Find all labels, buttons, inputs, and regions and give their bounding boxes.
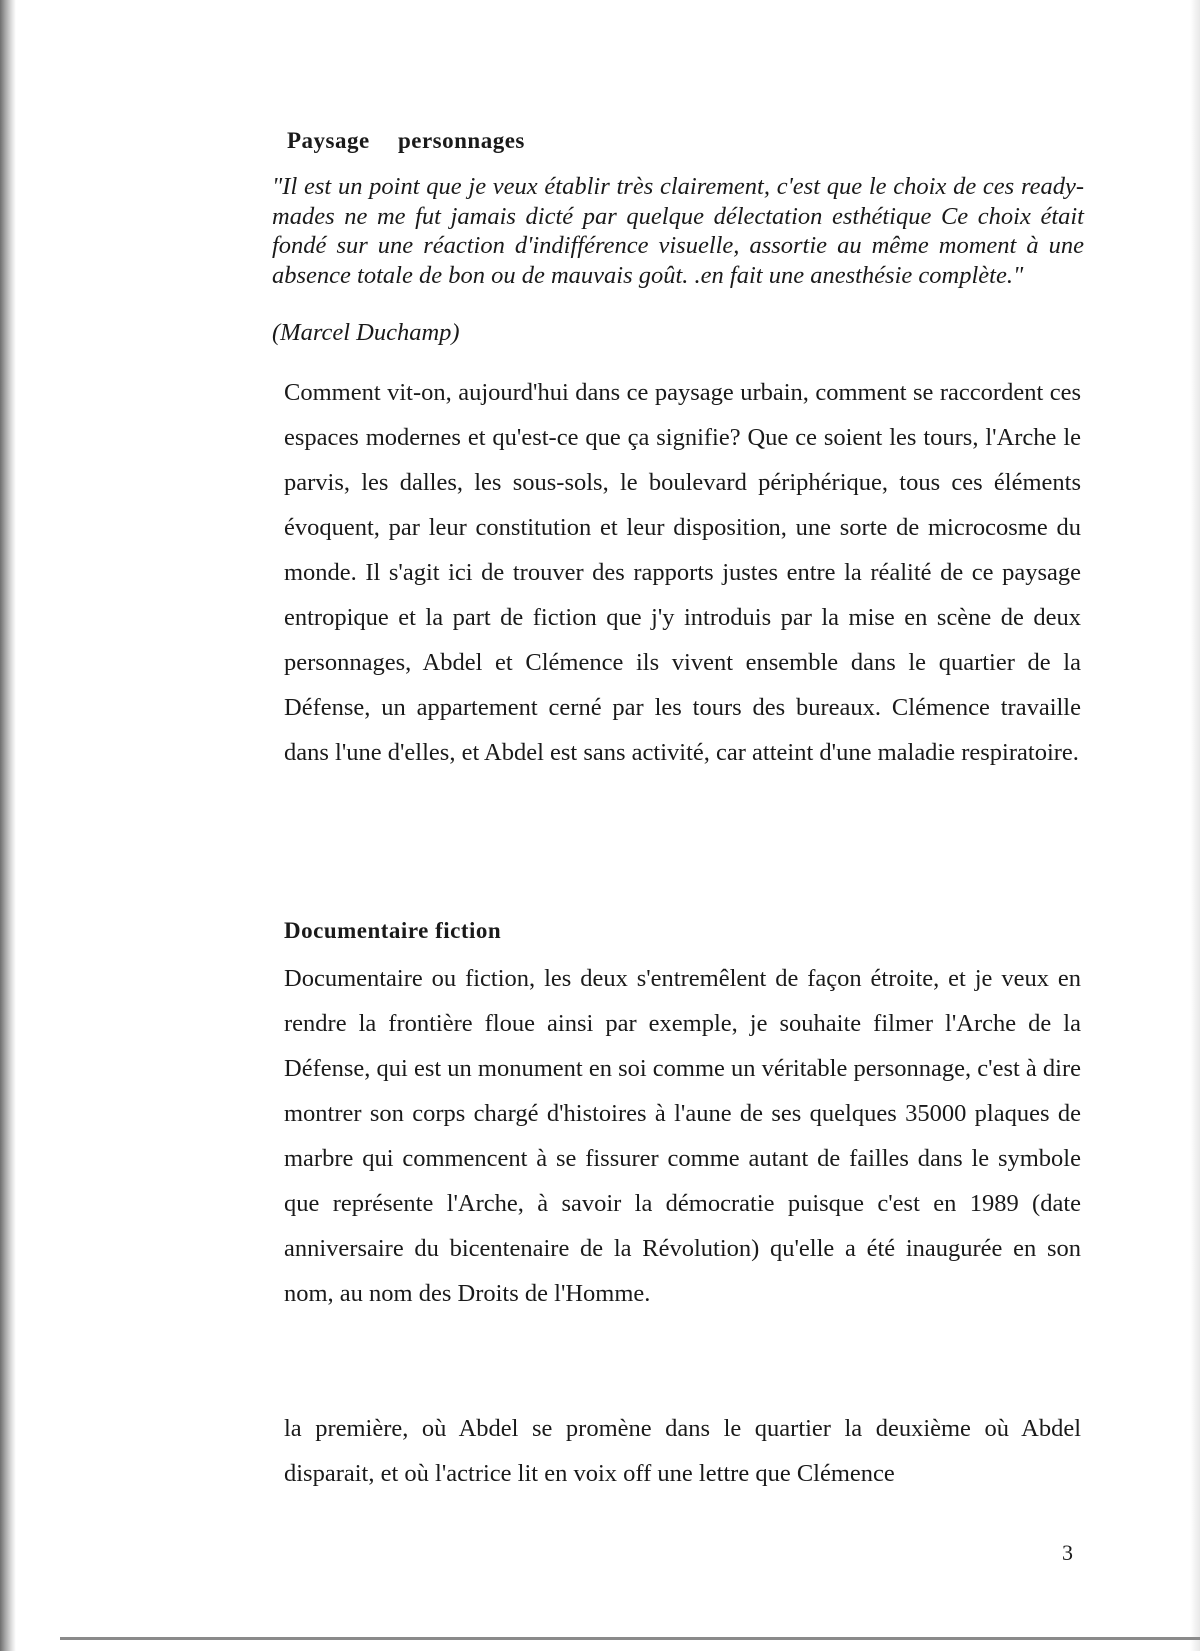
page-number: 3 [1062,1540,1073,1565]
quote-author: (Marcel Duchamp) [272,319,460,346]
duchamp-quote: "Il est un point que je veux établir très clairement, c'est que le choix de ces ready-mades ne me fut jamais dicté par quelque délectation esthétique Ce choix était fondé sur une réaction d'indifférence visuelle, assortie au même moment à une absence totale de bon ou de mauvais goût. .en fait une anesthésie complète." [272,173,1084,289]
paragraph-paysage: Comment vit-on, aujourd'hui dans ce paysage urbain, comment se raccordent ces espaces modernes et qu'est-ce que ça signifie? Que ce soient les tours, l'Arche le parvis, les dalles, les sous-sols, le boulevard périphérique, tous ces éléments évoquent, par leur constitution et leur disposition, une sorte de microcosme du monde. Il s'agit ici de trouver des rapports justes entre la réalité de ce paysage entropique et la part de fiction que j'y introduis par la mise en scène de deux personnages, Abdel et Clémence ils vivent ensemble dans le quartier de la Défense, un appartement cerné par les tours des bureaux. Clémence travaille dans l'une d'elles, et Abdel est sans activité, car atteint d'une maladie respiratoire. [284,379,1081,766]
scan-edge-bottom [60,1637,1200,1640]
section-heading-paysage: Paysage personnages [287,128,525,153]
scan-edge-left [0,0,16,1651]
paragraph-documentaire: Documentaire ou fiction, les deux s'entremêlent de façon étroite, et je veux en rendre la frontière floue ainsi par exemple, je souhaite filmer l'Arche de la Défense, qui est un monument en soi comme un véritable personnage, c'est à dire montrer son corps chargé d'histoires à l'aune de ses quelques 35000 plaques de marbre qui commencent à se fissurer comme autant de failles dans le symbole que représente l'Arche, à savoir la démocratie puisque c'est en 1989 (date anniversaire du bicentenaire de la Révolution) qu'elle a été inaugurée en son nom, au nom des Droits de l'Homme. [284,965,1082,1307]
section-heading-documentaire: Documentaire fiction [284,918,502,943]
page-shadow-right [1190,0,1200,1651]
paragraph-sequences: la première, où Abdel se promène dans le quartier la deuxième où Abdel disparait, et où l'actrice lit en voix off une lettre que Clémence [284,1415,1081,1487]
